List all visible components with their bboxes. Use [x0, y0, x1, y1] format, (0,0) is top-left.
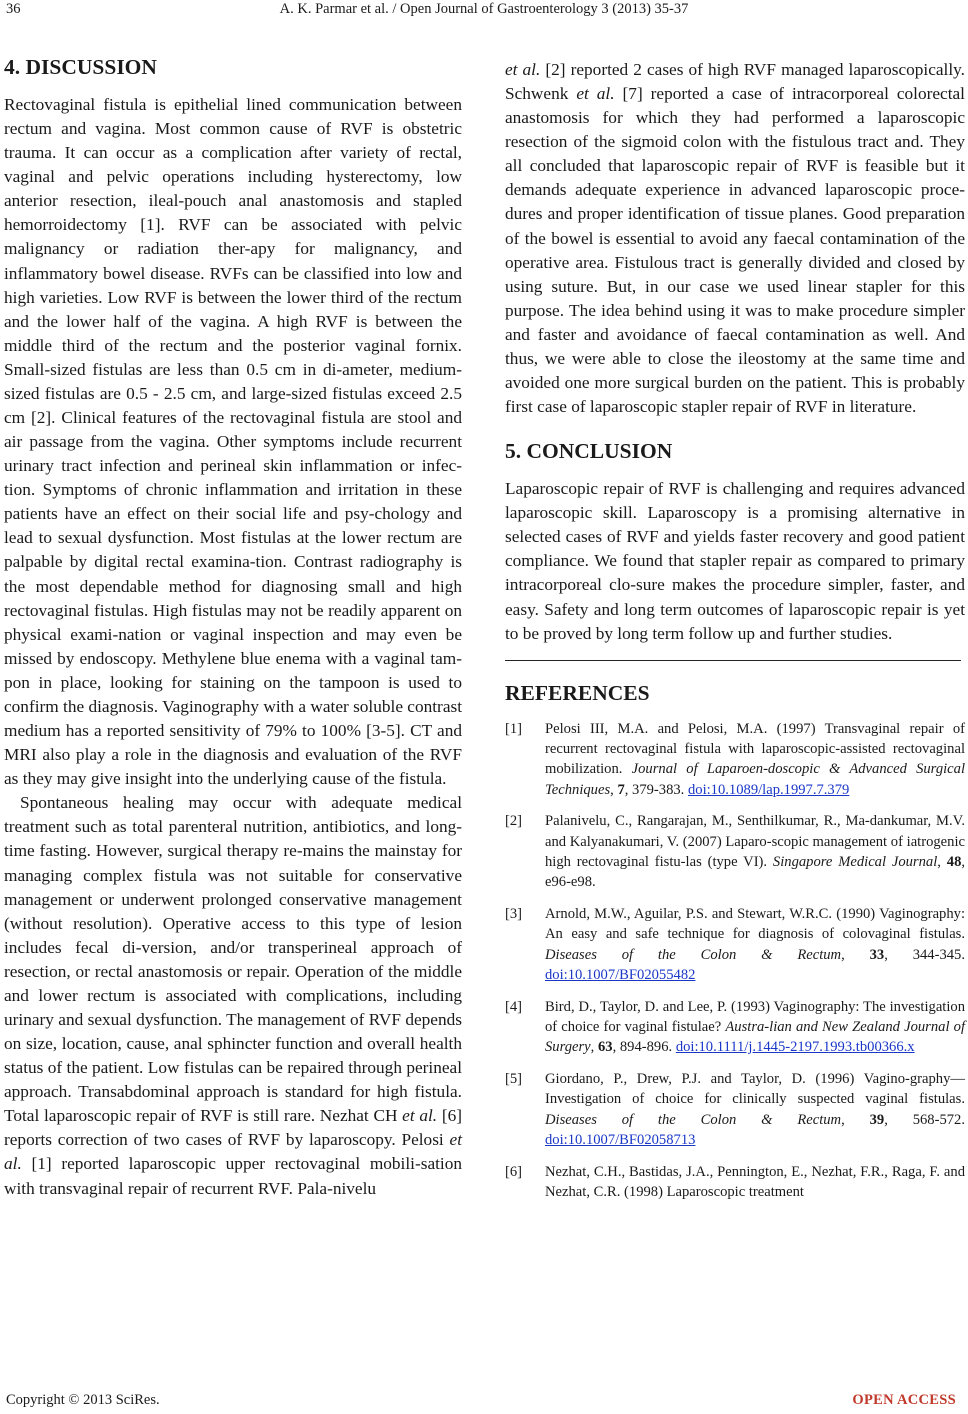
- right-column: [505, 58, 965, 1214]
- para2-tail: [1] reported laparoscopic upper rectovaginal mobili-sation with transvaginal repair of recurrent RVF. Pala-nivelu: [4, 1154, 462, 1198]
- page-number: 36: [6, 1, 21, 17]
- section-divider: [505, 660, 961, 661]
- reference-authors-title: Bird, D., Taylor, D. and Lee, P. (1993) Vaginography: The investigation of choice for vaginal fistulae?: [545, 998, 965, 1036]
- discussion-paragraph-2: [4, 791, 462, 1200]
- reference-item: [5] Giordano, P., Drew, P.J. and Taylor, D. (1996) Vagino-graphy—Investigation of choice for clinically suspected vaginal fistulas. Diseases of the Colon & Rectum, 39, 568-572. doi:10.1007/BF02058713: [505, 1071, 965, 1149]
- reference-list: [505, 719, 965, 1203]
- reference-doi-link[interactable]: doi:10.1111/j.1445-2197.1993.tb00366.x: [675, 1039, 915, 1056]
- page-header: [0, 0, 968, 24]
- para2-mid: [6] reports correction of two cases of RVF by laparoscopy. Pelosi: [4, 1106, 462, 1150]
- reference-doi-link[interactable]: doi:10.1007/BF02055482: [545, 966, 696, 983]
- reference-journal: Diseases of the Colon & Rectum: [545, 1111, 842, 1128]
- reference-pages: , 894-896.: [612, 1039, 673, 1056]
- reference-number: [1]: [505, 720, 523, 737]
- reference-journal: Austra-lian and New Zealand Journal of Surgery: [545, 1019, 966, 1056]
- reference-authors-title: Nezhat, C.H., Bastidas, J.A., Pennington, E., Nezhat, F.R., Raga, F. and Nezhat, C.R. (1998) Laparoscopic treatment: [545, 1163, 965, 1201]
- reference-authors-title: Arnold, M.W., Aguilar, P.S. and Stewart, W.R.C. (1990) Vaginography: An easy and safe technique for diagnosis of colovaginal fistulas.: [545, 906, 965, 943]
- reference-authors-title: Pelosi III, M.A. and Pelosi, M.A. (1997) Transvaginal repair of recurrent rectovaginal fistula with laparoscopic-assisted rectovaginal mobilization.: [545, 720, 965, 778]
- reference-pages: , e96-e98.: [545, 854, 966, 891]
- reference-journal: Diseases of the Colon & Rectum: [545, 946, 842, 963]
- left-column: [4, 50, 462, 1201]
- reference-number: [5]: [505, 1071, 523, 1088]
- para3-a: [2] reported 2 cases of high RVF managed laparoscopically. Schwenk: [505, 60, 965, 104]
- conclusion-paragraph: Laparoscopic repair of RVF is challenging and requires advanced laparoscopic skill. Laparoscopy is a promising alternative in selected cases of RVF and yields faster recovery and good patient compliance. We found that stapler repair as compared to primary intracorporeal clo-sure makes the procedure simpler, faster, and easy. Safety and long term outcomes of laparoscopic repair is yet to be proved by long term follow up and further studies.: [505, 479, 965, 643]
- reference-number: [4]: [505, 998, 523, 1015]
- reference-item: [4] Bird, D., Taylor, D. and Lee, P. (1993) Vaginography: The investigation of choice for vaginal fistulae? Austra-lian and New Zealand Journal of Surgery, 63, 894-896. doi:10.1111/j.1445-2197.1993.tb00366.x: [505, 998, 966, 1056]
- references-heading: REFERENCES: [505, 680, 650, 705]
- reference-item: [505, 1162, 965, 1203]
- reference-pages: , 379-383.: [624, 781, 685, 798]
- discussion-heading: 4. DISCUSSION: [4, 55, 157, 79]
- reference-volume: 33: [869, 946, 885, 963]
- reference-authors-title: Palanivelu, C., Rangarajan, M., Senthilkumar, R., Ma-dankumar, M.V. and Kalyanakumari, V. (2007) Laparo-scopic management of iatrogenic high rectovaginal fistu-las (type VI).: [545, 813, 965, 870]
- reference-volume: 63: [597, 1039, 613, 1056]
- reference-volume: 48: [946, 854, 962, 870]
- et-al: et al.: [4, 1130, 463, 1174]
- reference-journal: Singapore Medical Journal: [772, 854, 938, 870]
- para2-text: Spontaneous healing may occur with adequate medical treatment such as total parenteral nutrition, antibiotics, and long-time fasting. However, surgical therapy re-mains the mainstay for managing complex fistula was not suitable for conservative management or underwent prolonged conservative management (without resolution). Operative access to this type of lesion includes fecal di-version, and/or transperineal approach of resection, or rectal anastomosis or repair. Operation of the middle and lower rectum is associated with complications, including urinary and sexual dysfunction. The management of RVF depends on size, location, cause, anal sphincter function and overall health status of the patient. Low fistulas can be repaired through perineal approach. Transabdominal approach is standard for high fistula. Total laparoscopic repair of RVF is still rare. Nezhat CH: [4, 793, 462, 1126]
- reference-doi-link[interactable]: doi:10.1007/BF02058713: [545, 1132, 696, 1149]
- et-al: et al.: [505, 60, 541, 79]
- reference-volume: 7: [617, 781, 625, 798]
- reference-item: [2] Palanivelu, C., Rangarajan, M., Senthilkumar, R., Ma-dankumar, M.V. and Kalyanakumari, V. (2007) Laparo-scopic management of iatrogenic high rectovaginal fistu-las (type VI). Singapore Medical Journal, 48, e96-e98.: [505, 813, 966, 891]
- reference-item: [3] Arnold, M.W., Aguilar, P.S. and Stewart, W.R.C. (1990) Vaginography: An easy and safe technique for diagnosis of colovaginal fistulas. Diseases of the Colon & Rectum, 33, 344-345. doi:10.1007/BF02055482: [505, 906, 965, 983]
- reference-pages: , 568-572.: [884, 1111, 965, 1128]
- reference-doi-link[interactable]: doi:10.1089/lap.1997.7.379: [687, 781, 850, 798]
- reference-number: [2]: [505, 813, 523, 830]
- discussion-paragraph-3: [505, 58, 965, 419]
- reference-item: [1] Pelosi III, M.A. and Pelosi, M.A. (1997) Transvaginal repair of recurrent rectovaginal fistula with laparoscopic-assisted rectovaginal mobilization. Journal of Laparoen-doscopic & Advanced Surgical Techniques, 7, 379-383. doi:10.1089/lap.1997.7.379: [505, 720, 965, 798]
- reference-journal: Journal of Laparoen-doscopic & Advanced Surgical Techniques: [545, 761, 965, 798]
- open-access-badge: OPEN ACCESS: [852, 1392, 956, 1408]
- para3-b: [7] reported a case of intracorporeal colorectal anastomosis for which they had performed a laparoscopic resection of the sigmoid colon with the fistulous tract and. They all concluded that laparoscopic repair of RVF is feasible but it demands adequate experience in advanced laparoscopic proce-dures and proper identification of tissue planes. Good preparation of the bowel is essential to avoid any faecal contamination of the operative area. Fistulous tract is generally divided and closed by using suture. But, in our case we used linear stapler for this purpose. The idea behind using it was to make procedure simpler and faster and avoidance of faecal contamination as well. And thus, we were able to close the ileostomy at the same time and avoided one more surgical burden on the patient. This is probably first case of laparoscopic stapler repair of RVF in literature.: [505, 84, 965, 417]
- reference-pages: , 344-345.: [884, 946, 965, 963]
- copyright-notice: Copyright © 2013 SciRes.: [6, 1392, 160, 1408]
- running-head: A. K. Parmar et al. / Open Journal of Gastroenterology 3 (2013) 35-37: [279, 1, 689, 17]
- reference-volume: 39: [869, 1111, 885, 1128]
- reference-number: [3]: [505, 906, 523, 923]
- reference-authors-title: Giordano, P., Drew, P.J. and Taylor, D. (1996) Vagino-graphy—Investigation of choice for clinically suspected vaginal fistulas.: [545, 1071, 965, 1108]
- et-al: et al.: [402, 1106, 438, 1126]
- conclusion-heading: 5. CONCLUSION: [505, 439, 673, 464]
- discussion-paragraph-1: Rectovaginal fistula is epithelial lined communication between rectum and vagina. Most common cause of RVF is obstetric trauma. It can occur as a complication after variety of rectal, vaginal and pelvic operations including hysterectomy, low anterior resection, ileal-pouch anal anastomosis and stapled hemorroidectomy [1]. RVF can be associated with pelvic malignancy or radiation ther-apy for malignancy, and inflammatory bowel disease. RVFs can be classified into low and high varieties. Low RVF is between the lower third of the rectum and the lower half of the vagina. A high RVF is between the middle third of the rectum and the posterior vaginal fornix. Small-sized fistulas are less than 0.5 cm in di-ameter, medium-sized fistulas are 0.5 - 2.5 cm, and large-sized fistulas exceed 2.5 cm [2]. Clinical features of the rectovaginal fistula are stool and air passage from the vagina. Other symptoms include recurrent urinary tract infection and perineal skin inflammation or infec-tion. Symptoms of chronic inflammation and irritation in these patients have an effect on their social life and psy-chology and lead to sexual dysfunction. Most fistulas at the lower rectum are palpable by digital rectal examina-tion. Contrast radiography is the most dependable method for diagnosing small and high rectovaginal fistulas. High fistulas may not be readily apparent on physical exami-nation or vaginal inspection and may even be missed by endoscopy. Methylene blue enema with a vaginal tam-pon in place, looking for staining on the tampoon is used to confirm the diagnosis. Vaginography with a water soluble contrast medium has a reported sensitivity of 79% to 100% [3-5]. CT and MRI also play a role in the diagnosis and evaluation of the RVF as they may give insight into the underlying cause of the fistula.: [4, 95, 463, 789]
- reference-number: [6]: [505, 1163, 523, 1180]
- et-al: et al.: [576, 84, 615, 104]
